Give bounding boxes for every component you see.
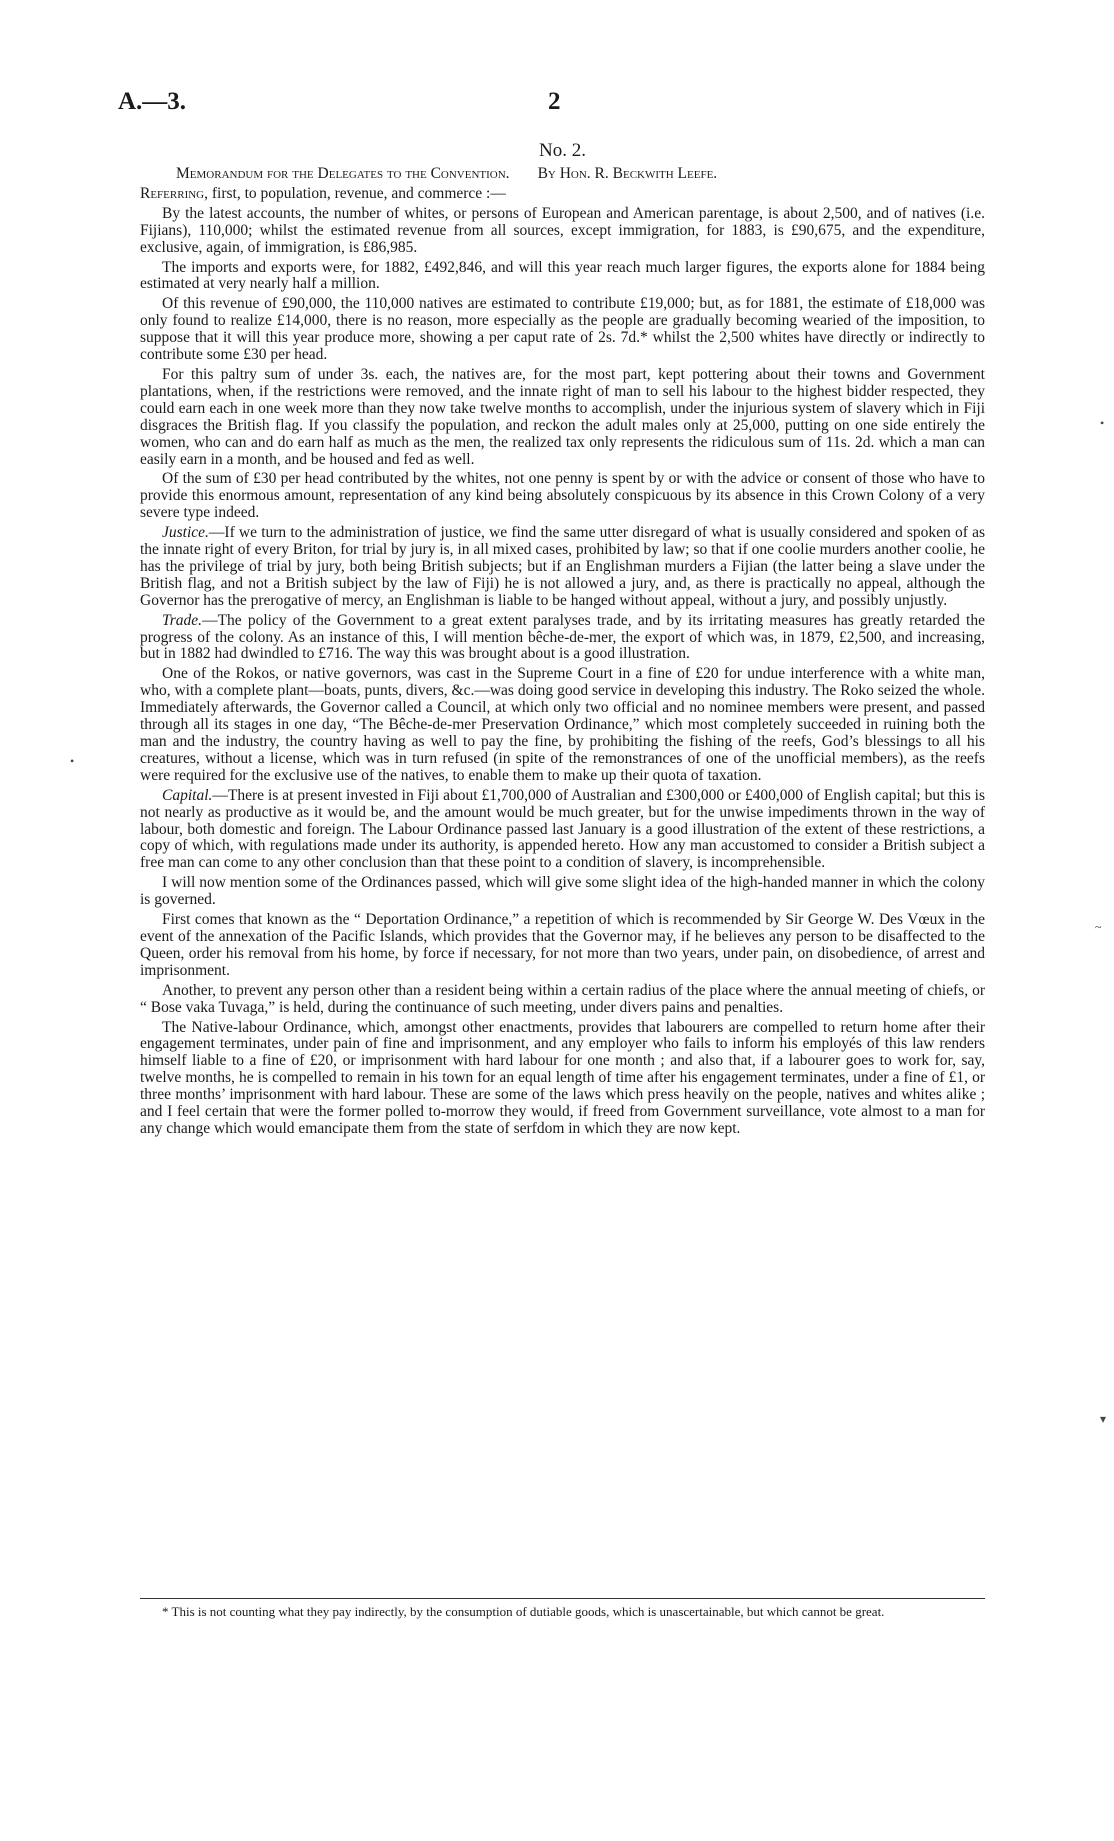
paragraph xyxy=(140,186,985,203)
memo-title: Memorandum for the Delegates to the Convention. xyxy=(176,165,510,182)
paragraph: Of the sum of £30 per head contributed by the whites, not one penny is spent by or with the advice or consent of those who have to provide this enormous amount, representation of any kind being absolutely conspicuous by its absence in this Crown Colony of a very severe type indeed. xyxy=(140,470,985,522)
page-header xyxy=(118,88,998,122)
paragraph-text: —The policy of the Government to a great extent paralyses trade, and by its irritating measures has greatly retarded the progress of the colony. As an instance of this, I will mention bêche-de-mer, the export of which was, in 1879, £2,500, and increasing, but in 1882 had dwindled to £716. The way this was brought about is a good illustration. xyxy=(140,611,985,663)
margin-dash-mark: ~ xyxy=(1095,920,1102,934)
paragraph: Of this revenue of £90,000, the 110,000 natives are estimated to contribute £19,000; but, as for 1881, the estimate of £18,000 was only found to realize £14,000, there is no reason, more especially as the people are gradually becoming wearied of the imposition, to suppose that it will this year produce more, showing a per caput rate of 2s. 7d.* whilst the 2,500 whites have directly or indirectly to contribute some £30 per head. xyxy=(140,295,985,364)
paragraph-text: —There is at present invested in Fiji about £1,700,000 of Australian and £300,000 or £400,000 of English capital; but this is not nearly as productive as it would be, and the amount would be much greater, but for the unwise impediments thrown in the way of labour, both domestic and foreign. The Labour Ordinance passed last January is a good illustration of the extent of these restrictions, a copy of which, with regulations made under its authority, is appended hereto. How any man accustomed to consider a British subject a free man can come to any other conclusion than that these point to a condition of slavery, is incomprehensible. xyxy=(140,786,985,872)
paragraph-text: , first, to population, revenue, and commerce :— xyxy=(204,184,506,202)
margin-dot-mark: ▾ xyxy=(1100,1412,1107,1426)
memo-author: By Hon. R. Beckwith Leefe. xyxy=(537,165,718,182)
paragraph: One of the Rokos, or native governors, was cast in the Supreme Court in a fine of £20 for undue interference with a white man, who, with a complete plant—boats, punts, divers, &c.—was doing good service in developing this industry. The Roko seized the whole. Immediately afterwards, the Governor called a Council, at which only two official and no nominee members were present, and passed through all its stages in one day, “The Bêche-de-mer Preservation Ordinance,” which most completely succeeded in ruining both the man and the industry, the country having as well to pay the fine, by prohibiting the fishing of the reefs, God’s blessings to all his creatures, without a license, which was in turn refused (in spite of the remonstrances of one of the unofficial members), as the reefs were required for the exclusive use of the natives, to enable them to make up their quota of taxation. xyxy=(140,665,985,784)
section-lead-capital: Capital. xyxy=(162,786,213,804)
paragraph: The Native-labour Ordinance, which, amongst other enactments, provides that labourers are compelled to return home after their engagement terminates, under pain of fine and imprisonment, and any employer who fails to inform his employés of this law renders himself liable to a fine of £20, or imprisonment with hard labour for one month ; and also that, if a labourer goes to work for, say, twelve months, he is compelled to remain in his town for an equal length of time after his engagement terminates, under a fine of £1, or three months’ imprisonment with hard labour. These are some of the laws which press heavily on the people, natives and whites alike ; and I feel certain that were the former polled to-morrow they would, if freed from Government surveillance, vote almost to a man for any change which would emancipate them from the state of serfdom in which they are now kept. xyxy=(140,1018,985,1137)
footnote: * This is not counting what they pay indirectly, by the consumption of dutiable goods, which is unascertainable, but which cannot be great. xyxy=(162,1604,885,1619)
page-number: 2 xyxy=(548,88,561,115)
paragraph: I will now mention some of the Ordinances passed, which will give some slight idea of the high-handed manner in which the colony is governed. xyxy=(140,874,985,909)
paragraph: By the latest accounts, the number of whites, or persons of European and American parentage, is about 2,500, and of natives (i.e. Fijians), 110,000; whilst the estimated revenue from all sources, except immigration, for 1883, is £90,675, and the expenditure, exclusive, again, of immigration, is £86,985. xyxy=(140,204,985,256)
paragraph-lead: Referring xyxy=(140,184,205,202)
footnote-divider xyxy=(140,1598,985,1599)
section-lead-justice: Justice. xyxy=(162,524,209,542)
paragraph xyxy=(140,525,985,610)
paragraph xyxy=(140,613,985,664)
memo-heading xyxy=(176,166,985,183)
document-code: A.—3. xyxy=(118,88,187,115)
document-body xyxy=(140,140,985,1141)
paragraph: Another, to prevent any person other than a resident being within a certain radius of the place where the annual meeting of chiefs, or “ Bose vaka Tuvaga,” is held, during the continuance of such meeting, under divers pains and penalties. xyxy=(140,981,985,1016)
paragraph: For this paltry sum of under 3s. each, the natives are, for the most part, kept pottering about their towns and Government plantations, when, if the restrictions were removed, and the innate right of man to sell his labour to the highest bidder respected, they could earn each in one week more than they now take twelve months to accomplish, under the injurious system of slavery which in Fiji disgraces the British flag. If you classify the population, and reckon the adult males only at 25,000, putting on one side entirely the women, who can and do earn half as much as the men, the realized tax only represents the ridiculous sum of 11s. 2d. which a man can easily earn in a month, and be housed and fed as well. xyxy=(140,365,985,468)
margin-dot-mark: • xyxy=(70,754,75,768)
paragraph xyxy=(140,788,985,873)
section-lead-trade: Trade. xyxy=(162,611,203,629)
paragraph: First comes that known as the “ Deportation Ordinance,” a repetition of which is recommended by Sir George W. Des Vœux in the event of the annexation of the Pacific Islands, which provides that the Governor may, if he believes any person to be disaffected to the Queen, order his removal from his home, by force if necessary, for not more than two years, under pain, on disobedience, of arrest and imprisonment. xyxy=(140,911,985,979)
paragraph: The imports and exports were, for 1882, £492,846, and will this year reach much larger figures, the exports alone for 1884 being estimated at very nearly half a million. xyxy=(140,258,985,293)
paragraph-text: —If we turn to the administration of justice, we find the same utter disregard of what is usually considered and spoken of as the innate right of every Briton, for trial by jury is, in all mixed cases, prohibited by law; so that if one coolie murders another coolie, he has the privilege of trial by jury, both being British subjects; but if an Englishman murders a Fijian (the latter being a slave under the British flag, and not a British subject by the law of Fiji) he is not allowed a jury, and, as there is practically no appeal, although the Governor has the prerogative of mercy, an Englishman is liable to be hanged without appeal, without a jury, and possibly unjustly. xyxy=(140,524,985,609)
document-number: No. 2. xyxy=(539,140,586,161)
margin-dot-mark: • xyxy=(1100,416,1105,430)
